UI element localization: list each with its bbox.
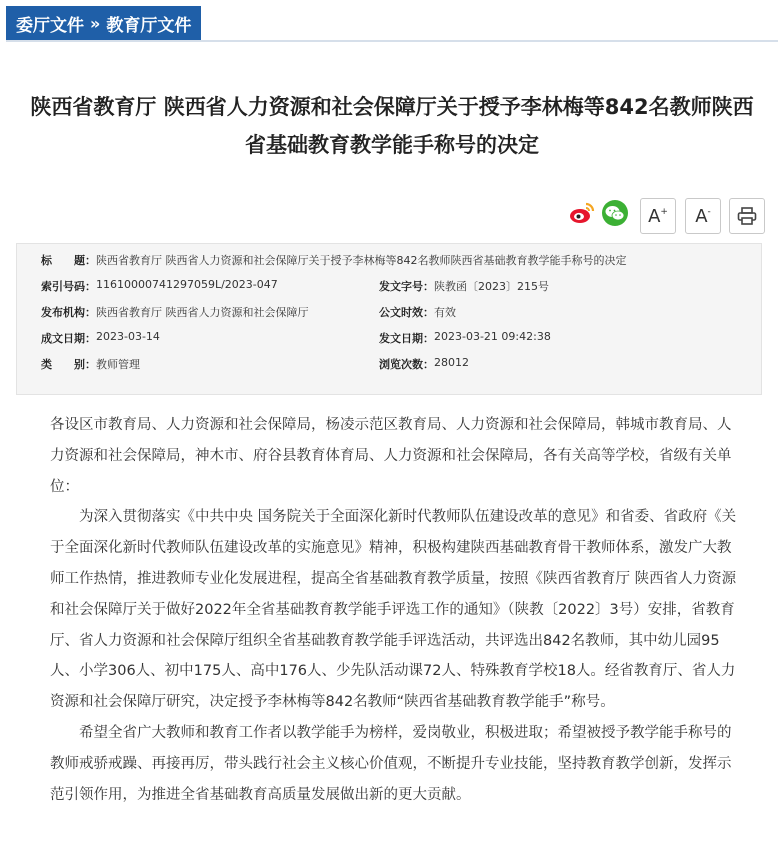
page-title	[10, 88, 774, 164]
meta-row-index	[17, 275, 761, 297]
meta-pubdate-label: 发文日期：	[379, 332, 434, 345]
breadcrumb-item-education-files[interactable]: 教育厅文件	[106, 15, 192, 36]
body-paragraph-2: 希望全省广大教师和教育工作者以教学能手为榜样，爱岗敬业，积极进取；希望被授予教学能手称号的教师戒骄戒躁、再接再厉，带头践行社会主义核心价值观，不断提升专业技能，坚持教育教学创新，发挥示范引领作用，为推进全省基础教育高质量发展做出新的更大贡献。	[50, 724, 732, 803]
header-divider	[6, 40, 778, 42]
meta-validity-label: 公文时效：	[379, 306, 434, 319]
meta-doc-number-value: 陕教函〔2023〕215号	[434, 280, 549, 293]
weibo-share-icon[interactable]	[567, 198, 597, 228]
font-decrease-button[interactable]	[685, 198, 721, 234]
breadcrumb	[6, 6, 201, 40]
font-decrease-label: A	[695, 205, 708, 227]
page-title-line2: 省基础教育教学能手称号的决定	[245, 133, 539, 157]
document-metadata	[16, 243, 762, 395]
breadcrumb-separator: »	[90, 13, 101, 33]
page-title-line1: 陕西省教育厅 陕西省人力资源和社会保障厅关于授予李林梅等842名教师陕西	[30, 95, 754, 119]
meta-issuer-label: 发布机构：	[41, 306, 96, 319]
meta-row-issuer	[17, 301, 761, 323]
meta-issuer-value: 陕西省教育厅 陕西省人力资源和社会保障厅	[96, 306, 309, 319]
meta-title-value: 陕西省教育厅 陕西省人力资源和社会保障厅关于授予李林梅等842名教师陕西省基础教育教学能手称号的决定	[96, 254, 627, 267]
meta-pubdate-value: 2023-03-21 09:42:38	[434, 330, 551, 343]
breadcrumb-item-committee-files[interactable]: 委厅文件	[16, 15, 84, 36]
meta-views-label: 浏览次数：	[379, 358, 434, 371]
meta-validity-value: 有效	[434, 306, 456, 319]
meta-row-title	[17, 249, 761, 271]
body-paragraph-1: 为深入贯彻落实《中共中央 国务院关于全面深化新时代教师队伍建设改革的意见》和省委、省政府《关于全面深化新时代教师队伍建设改革的实施意见》精神，积极构建陕西基础教育骨干教师体系，激发广大教师工作热情，推进教师专业化发展进程，提高全省基础教育教学质量，按照《陕西省教育厅 陕西省人力资源和社会保障厅关于做好2022年全省基础教育教学能手评选工作的通知》（陕教〔2022〕3号）安排，省教育厅、省人力资源和社会保障厅组织全省基础教育教学能手评选活动，共评选出842名教师，其中幼儿园95人、小学306人、初中175人、高中176人、少先队活动课72人、特殊教育学校18人。经省教育厅、省人力资源和社会保障厅研究，决定授予李林梅等842名教师“陕西省基础教育教学能手”称号。	[50, 509, 737, 711]
meta-views-value: 28012	[434, 356, 469, 369]
wechat-share-icon[interactable]	[600, 198, 630, 228]
meta-category-label: 类 别：	[41, 358, 96, 371]
article-body	[50, 410, 742, 810]
printer-icon	[737, 207, 757, 225]
print-button[interactable]	[729, 198, 765, 234]
font-increase-button[interactable]	[640, 198, 676, 234]
meta-category-value: 教师管理	[96, 358, 140, 371]
toolbar	[0, 198, 784, 234]
meta-row-category	[17, 353, 761, 375]
meta-date-label: 成文日期：	[41, 332, 96, 345]
meta-row-dates	[17, 327, 761, 349]
font-increase-label: A	[648, 205, 661, 227]
meta-index-label: 索引号码：	[41, 280, 96, 293]
meta-doc-number-label: 发文字号：	[379, 280, 434, 293]
meta-title-label: 标 题：	[41, 254, 96, 267]
meta-date-value: 2023-03-14	[96, 330, 160, 343]
addressee-paragraph: 各设区市教育局、人力资源和社会保障局，杨凌示范区教育局、人力资源和社会保障局，韩城市教育局、人力资源和社会保障局，神木市、府谷县教育体育局、人力资源和社会保障局，各有关高等学校，省级有关单位：	[50, 417, 732, 495]
plus-icon: +	[660, 207, 668, 217]
minus-icon: -	[707, 207, 711, 217]
meta-index-value: 11610000741297059L/2023-047	[96, 278, 278, 291]
